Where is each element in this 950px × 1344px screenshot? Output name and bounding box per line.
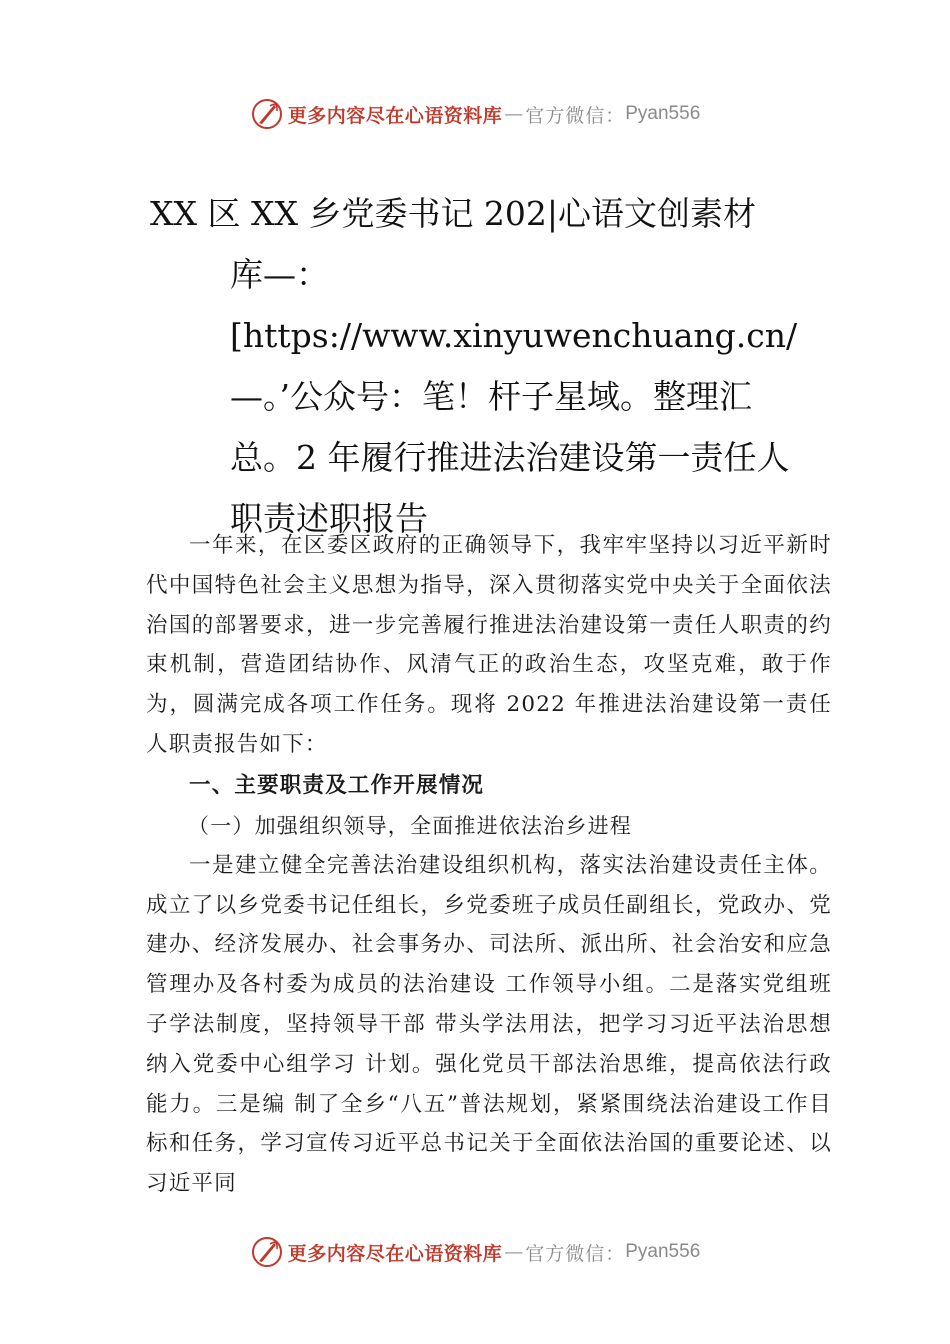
banner-wechat-id: Pyan556 — [625, 103, 701, 124]
footer-wechat-label: 官方微信： — [525, 1242, 626, 1265]
body-paragraph: 一是建立健全完善法治建设组织机构，落实法治建设责任主体。成立了以乡党委书记任组长，乡党委班子成员任副组长，党政办、党建办、经济发展办、社会事务办、司法所、派出所、社会治安和应急管理办及各村委为成员的法治建设 工作领导小组。二是落实党组班子学法制度，坚持领导干部 带头学法用法，把学习习近平法治思想纳入党委中心组学习 计划。强化党员干部法治思维，提高依法行政能力。三是编 制了全乡“八五”普法规划，紧紧围绕法治建设工作目标和任务，学习宣传习近平总书记关于全面依法治国的重要论述、以习近平同 — [146, 852, 832, 1197]
title-continuation: 库—：[https://www.xinyuwenchuang.cn/—。’公众号：笔！杆子星域。整理汇总。2 年履行推进法治建设第一责任人职责述职报告 — [230, 255, 798, 538]
intro-paragraph: 一年来，在区委区政府的正确领导下，我牢牢坚持以习近平新时代中国特色社会主义思想为指导，深入贯彻落实党中央关于全面依法治国的部署要求，进一步完善履行推进法治建设第一责任人职责的约束机制，营造团结协作、风清气正的政治生态，攻坚克难，敢于作为，圆满完成各项工作任务。现将 2022 年推进法治建设第一责任人职责报告如下： — [146, 533, 832, 757]
document-body — [146, 526, 832, 1204]
banner-brand: 更多内容尽在心语资料库 — [287, 104, 503, 127]
banner-dash: — — [504, 103, 524, 125]
footer-wechat-id: Pyan556 — [625, 1241, 701, 1262]
footer-dash: — — [504, 1241, 524, 1263]
quill-logo-icon — [250, 97, 284, 131]
quill-logo-icon — [250, 1235, 284, 1269]
footer-brand: 更多内容尽在心语资料库 — [287, 1242, 503, 1265]
document-title — [150, 183, 800, 549]
header-banner — [0, 94, 950, 134]
section-heading: 一、主要职责及工作开展情况 — [189, 772, 485, 798]
subsection-heading: （一）加强组织领导，全面推进依法治乡进程 — [188, 813, 632, 838]
footer-banner — [0, 1232, 950, 1272]
banner-wechat-label: 官方微信： — [525, 104, 626, 127]
title-line-1: XX 区 XX 乡党委书记 202|心语文创素材 — [150, 194, 757, 233]
